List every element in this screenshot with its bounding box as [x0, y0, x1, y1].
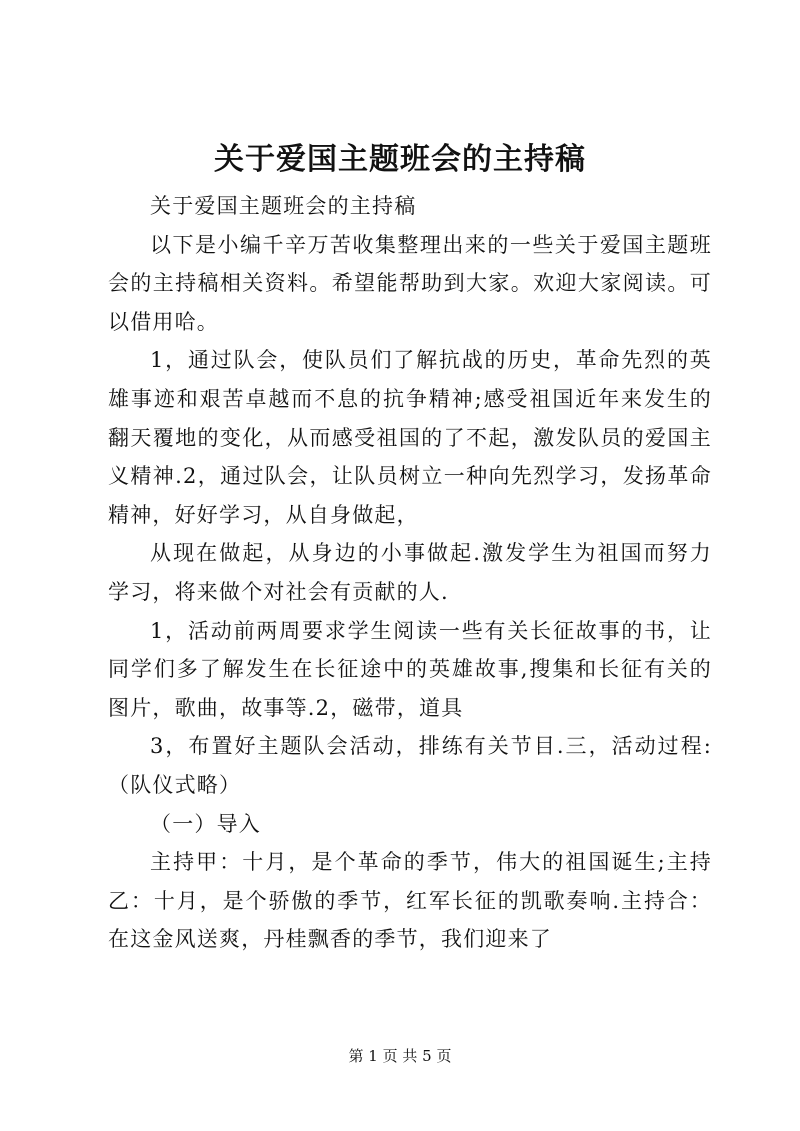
paragraph-preparation: 1，活动前两周要求学生阅读一些有关长征故事的书，让同学们多了解发生在长征途中的英雄故事,搜集和长征有关的图片，歌曲，故事等.2，磁带，道具 [108, 618, 712, 720]
page-number-footer: 第 1 页 共 5 页 [348, 1047, 452, 1065]
document-body [108, 187, 712, 959]
section-heading-intro: （一）导入 [150, 811, 261, 836]
paragraph-objectives: 1，通过队会，使队员们了解抗战的历史，革命先烈的英雄事迹和艰苦卓越而不息的抗争精神;感受祖国近年来发生的翻天覆地的变化，从而感受祖国的了不起，激发队员的爱国主义精神.2，通过队会，让队员树立一种向先烈学习，发扬革命精神，好好学习，从自身做起， [108, 348, 712, 527]
paragraph-host-dialogue: 主持甲：十月，是个革命的季节，伟大的祖国诞生;主持乙：十月，是个骄傲的季节，红军长征的凯歌奏响.主持合：在这金风送爽，丹桂飘香的季节，我们迎来了 [108, 850, 712, 952]
paragraph-objectives-cont: 从现在做起，从身边的小事做起.激发学生为祖国而努力学习，将来做个对社会有贡献的人. [108, 541, 712, 604]
paragraph-subtitle: 关于爱国主题班会的主持稿 [150, 194, 417, 218]
document-title: 关于爱国主题班会的主持稿 [214, 142, 586, 177]
paragraph-intro: 以下是小编千辛万苦收集整理出来的一些关于爱国主题班会的主持稿相关资料。希望能帮助到大家。欢迎大家阅读。可以借用哈。 [108, 232, 712, 334]
paragraph-arrangement: 3，布置好主题队会活动，排练有关节目.三，活动过程:（队仪式略） [108, 734, 712, 797]
